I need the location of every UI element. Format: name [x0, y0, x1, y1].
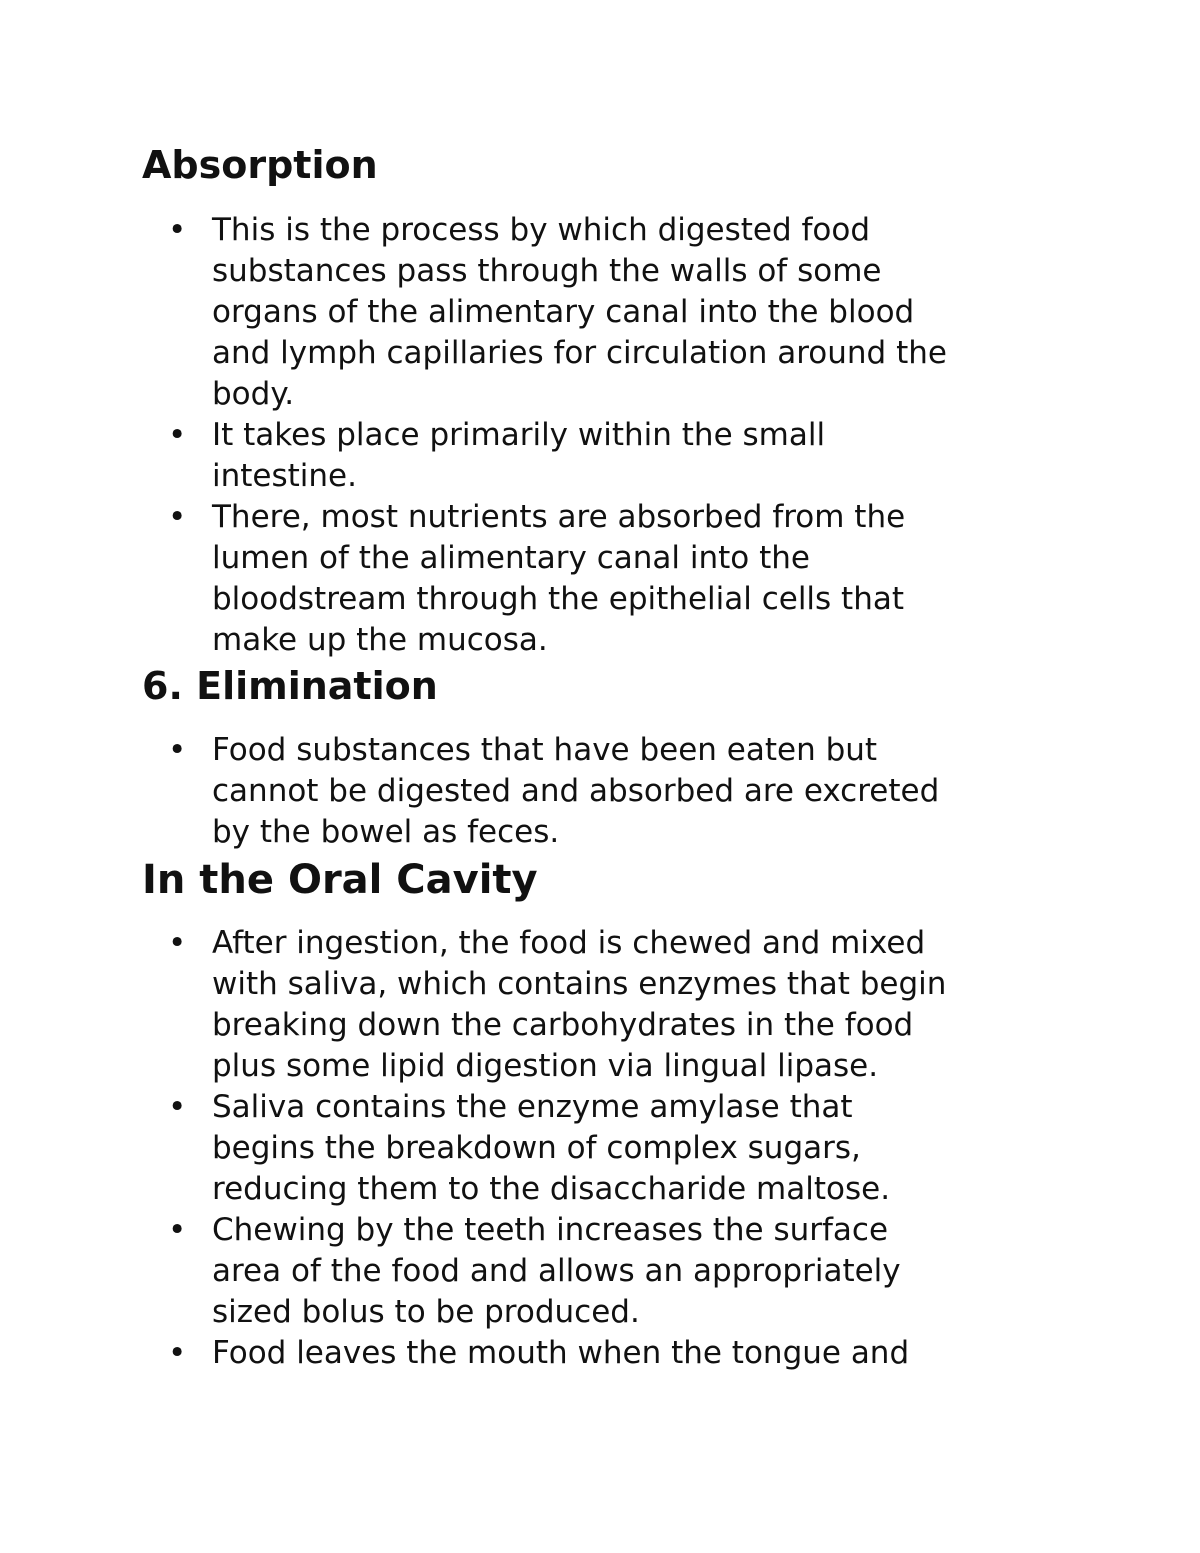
list-item	[142, 1087, 1082, 1210]
section-heading-absorption: Absorption	[142, 143, 378, 187]
bullet-icon: •	[168, 732, 187, 768]
list-item-text: There, most nutrients are absorbed from the lumen of the alimentary canal into the bloodstream through the epithelial cells that make up the mucosa.	[212, 499, 906, 658]
section-heading-oral-cavity: In the Oral Cavity	[142, 857, 538, 903]
bullet-icon: •	[168, 1212, 187, 1248]
oral-cavity-bullet-list	[142, 923, 1082, 1374]
list-item-text: After ingestion, the food is chewed and mixed with saliva, which contains enzymes that begin breaking down the carbohydrates in the food plus some lipid digestion via lingual lipase.	[212, 925, 947, 1084]
list-item-text: Chewing by the teeth increases the surface area of the food and allows an appropriately sized bolus to be produced.	[212, 1212, 901, 1330]
list-item	[142, 730, 1082, 853]
list-item-text: This is the process by which digested food substances pass through the walls of some organs of the alimentary canal into the blood and lymph capillaries for circulation around the body.	[212, 212, 947, 412]
list-item	[142, 210, 1082, 415]
list-item	[142, 415, 1082, 497]
list-item-text: It takes place primarily within the small intestine.	[212, 417, 826, 494]
list-item	[142, 497, 1082, 661]
list-item-text: Food substances that have been eaten but cannot be digested and absorbed are excreted by the bowel as feces.	[212, 732, 940, 850]
elimination-bullet-list	[142, 730, 1082, 853]
bullet-icon: •	[168, 499, 187, 535]
absorption-bullet-list	[142, 210, 1082, 661]
bullet-icon: •	[168, 212, 187, 248]
bullet-icon: •	[168, 1335, 187, 1371]
bullet-icon: •	[168, 925, 187, 961]
bullet-icon: •	[168, 417, 187, 453]
list-item	[142, 1210, 1082, 1333]
list-item	[142, 1333, 1082, 1374]
list-item	[142, 923, 1082, 1087]
section-heading-elimination: 6. Elimination	[142, 664, 438, 708]
list-item-text: Food leaves the mouth when the tongue and	[212, 1335, 910, 1371]
list-item-text: Saliva contains the enzyme amylase that begins the breakdown of complex sugars, reducing them to the disaccharide maltose.	[212, 1089, 891, 1207]
bullet-icon: •	[168, 1089, 187, 1125]
